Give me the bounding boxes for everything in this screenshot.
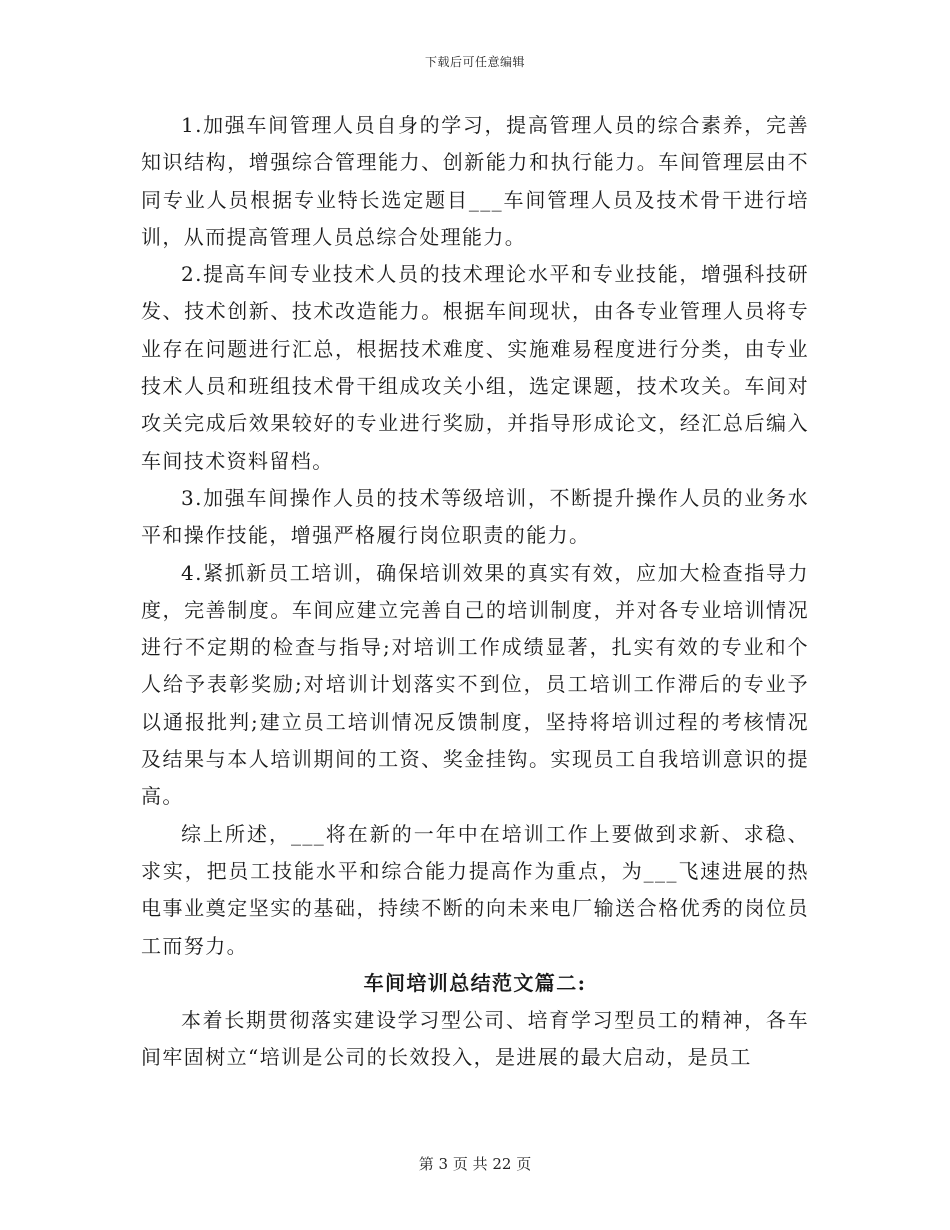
document-body [141, 107, 809, 1077]
paragraph-section-two-intro: 本着长期贯彻落实建设学习型公司、培育学习型员工的精神，各车间牢固树立“培训是公司的长效投入，是进展的最大启动，是员工 [141, 1008, 809, 1070]
page-header-note: 下载后可任意编辑 [424, 55, 525, 69]
section-heading: 车间培训总结范文篇二: [363, 970, 587, 995]
paragraph-item-3: 3.加强车间操作人员的技术等级培训，不断提升操作人员的业务水平和操作技能，增强严格履行岗位职责的能力。 [141, 485, 809, 548]
paragraph-summary: 综上所述，___将在新的一年中在培训工作上要做到求新、求稳、求实，把员工技能水平和综合能力提高作为重点，为___飞速进展的热电事业奠定坚实的基础，持续不断的向未来电厂输送合格优秀的岗位员工而努力。 [141, 821, 809, 958]
paragraph-item-1: 1.加强车间管理人员自身的学习，提高管理人员的综合素养，完善知识结构，增强综合管理能力、创新能力和执行能力。车间管理层由不同专业人员根据专业特长选定题目___车间管理人员及技术骨干进行培训，从而提高管理人员总综合处理能力。 [141, 113, 809, 249]
paragraph-item-4: 4.紧抓新员工培训，确保培训效果的真实有效，应加大检查指导力度，完善制度。车间应建立完善自己的培训制度，并对各专业培训情况进行不定期的检查与指导;对培训工作成绩显著，扎实有效的专业和个人给予表彰奖励;对培训计划落实不到位，员工培训工作滞后的专业予以通报批判;建立员工培训情况反馈制度，坚持将培训过程的考核情况及结果与本人培训期间的工资、奖金挂钩。实现员工自我培训意识的提高。 [141, 560, 809, 809]
paragraph-item-2: 2.提高车间专业技术人员的技术理论水平和专业技能，增强科技研发、技术创新、技术改造能力。根据车间现状，由各专业管理人员将专业存在问题进行汇总，根据技术难度、实施难易程度进行分类，由专业技术人员和班组技术骨干组成攻关小组，选定课题，技术攻关。车间对攻关完成后效果较好的专业进行奖励，并指导形成论文，经汇总后编入车间技术资料留档。 [141, 262, 809, 473]
page-number: 第 3 页 共 22 页 [418, 1155, 532, 1173]
